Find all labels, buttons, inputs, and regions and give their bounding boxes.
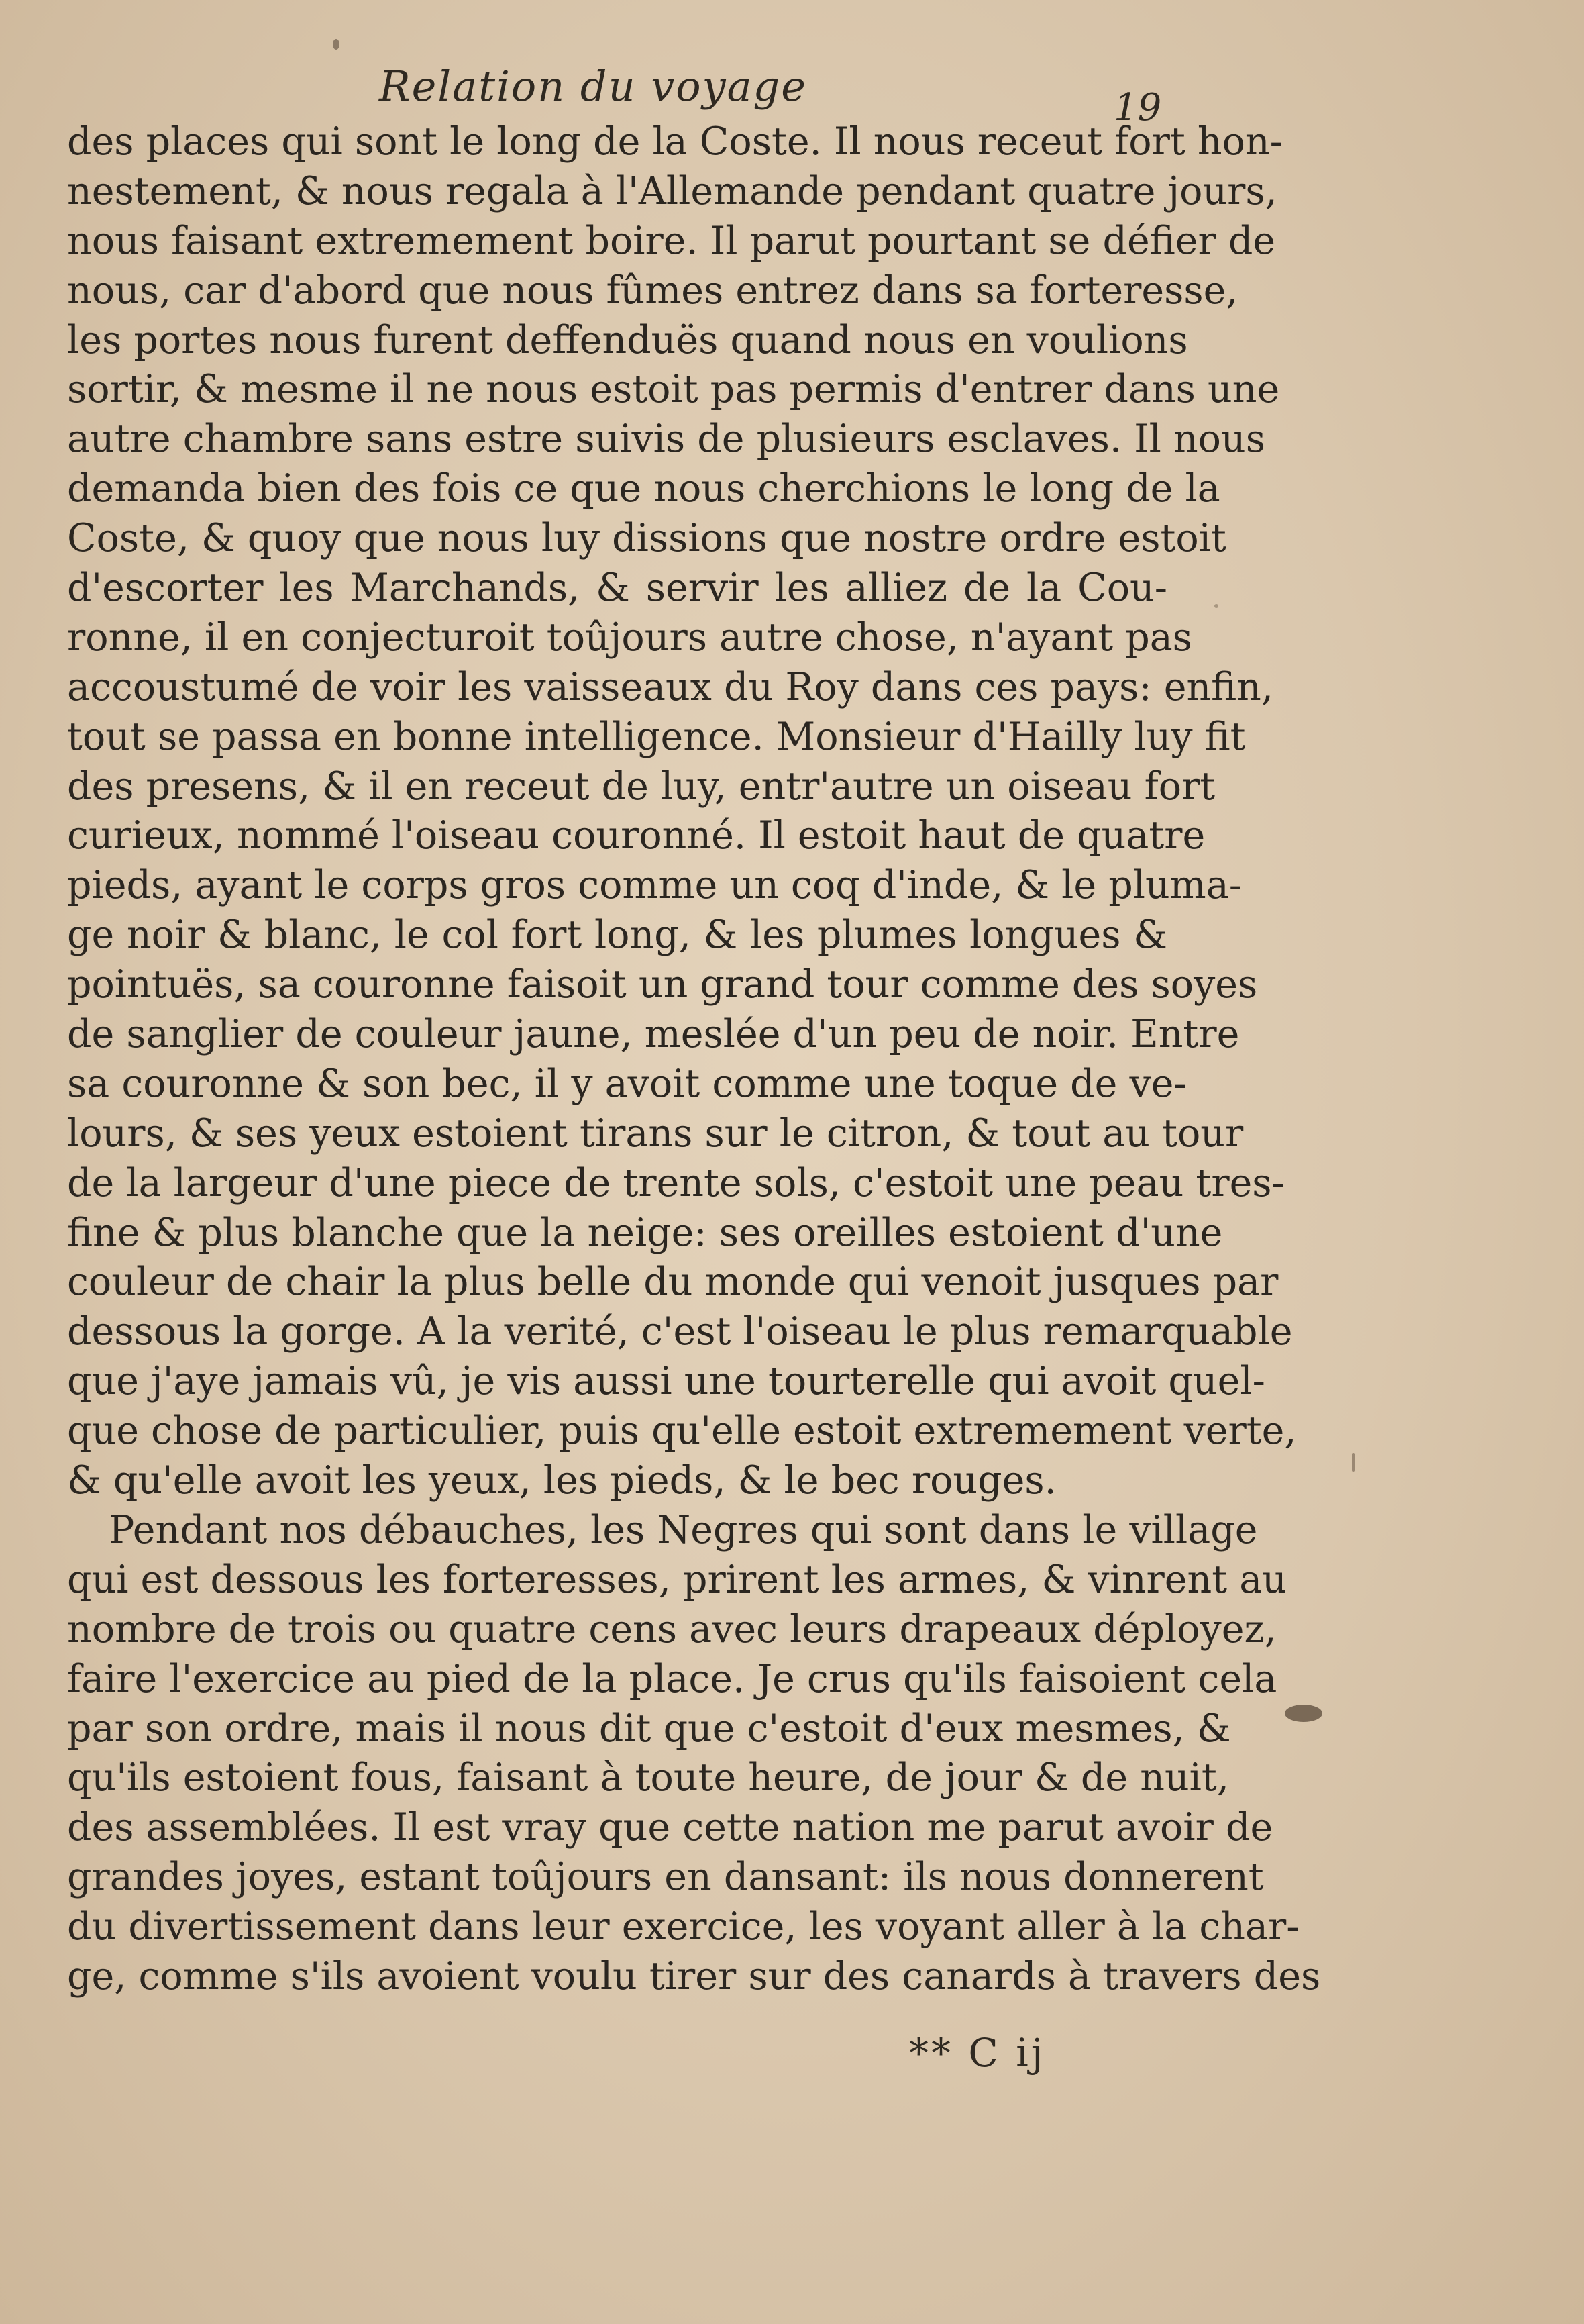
text-line: sa couronne & son bec, il y avoit comme une toque de ve-	[67, 1061, 1187, 1106]
text-line: que j'aye jamais vû, je vis aussi une tourterelle qui avoit quel-	[67, 1359, 1265, 1404]
text-line: nous, car d'abord que nous fûmes entrez dans sa forteresse,	[67, 268, 1238, 313]
text-line: des assemblées. Il est vray que cette nation me parut avoir de	[67, 1805, 1273, 1850]
text-line: ge, comme s'ils avoient voulu tirer sur des canards à travers des	[67, 1954, 1321, 1999]
text-line: de la largeur d'une piece de trente sols, c'estoit une peau tres-	[67, 1160, 1285, 1205]
text-line: d'escorter les Marchands, & servir les alliez de la Cou-	[67, 566, 1167, 611]
text-line: demanda bien des fois ce que nous cherchions le long de la	[67, 466, 1220, 511]
text-line: nestement, & nous regala à l'Allemande pendant quatre jours,	[67, 168, 1277, 213]
text-line: lours, & ses yeux estoient tirans sur le citron, & tout au tour	[67, 1111, 1244, 1156]
ink-blot	[1285, 1705, 1322, 1722]
signature-mark: ** C ij	[909, 2030, 1046, 2076]
text-line: que chose de particulier, puis qu'elle estoit extremement verte,	[67, 1409, 1297, 1454]
text-line: Coste, & quoy que nous luy dissions que nostre ordre estoit	[67, 516, 1226, 561]
ink-speck	[1214, 604, 1218, 608]
text-line: pointuës, sa couronne faisoit un grand tour comme des soyes	[67, 962, 1258, 1007]
text-line: curieux, nommé l'oiseau couronné. Il estoit haut de quatre	[67, 813, 1206, 858]
text-line: les portes nous furent deffenduës quand nous en voulions	[67, 317, 1188, 362]
page-number: 19	[1114, 86, 1162, 130]
text-line: & qu'elle avoit les yeux, les pieds, & le bec rouges.	[67, 1458, 1057, 1503]
text-line: qui est dessous les forteresses, prirent les armes, & vinrent au	[67, 1557, 1287, 1602]
body-text	[67, 117, 1321, 2002]
text-line: du divertissement dans leur exercice, les voyant aller à la char-	[67, 1905, 1300, 1950]
ink-speck	[1352, 1453, 1355, 1472]
text-line: faire l'exercice au pied de la place. Je crus qu'ils faisoient cela	[67, 1656, 1277, 1701]
ink-speck	[333, 39, 339, 50]
text-line: de sanglier de couleur jaune, meslée d'un peu de noir. Entre	[67, 1012, 1240, 1057]
text-line: autre chambre sans estre suivis de plusieurs esclaves. Il nous	[67, 417, 1265, 462]
text-line: nombre de trois ou quatre cens avec leurs drapeaux déployez,	[67, 1607, 1277, 1652]
running-title: Relation du voyage	[379, 62, 807, 111]
text-line: sortir, & mesme il ne nous estoit pas permis d'entrer dans une	[67, 367, 1280, 412]
text-line: fine & plus blanche que la neige: ses oreilles estoient d'une	[67, 1210, 1223, 1255]
text-line: grandes joyes, estant toûjours en dansant: ils nous donnerent	[67, 1855, 1264, 1900]
text-line: des places qui sont le long de la Coste. Il nous receut fort hon-	[67, 119, 1283, 164]
text-line: ronne, il en conjecturoit toûjours autre chose, n'ayant pas	[67, 615, 1192, 660]
text-line: accoustumé de voir les vaisseaux du Roy dans ces pays: enfin,	[67, 664, 1274, 709]
text-line: tout se passa en bonne intelligence. Monsieur d'Hailly luy fit	[67, 714, 1246, 759]
text-line: des presens, & il en receut de luy, entr'autre un oiseau fort	[67, 764, 1216, 809]
text-line: par son ordre, mais il nous dit que c'estoit d'eux mesmes, &	[67, 1706, 1231, 1751]
text-line: Pendant nos débauches, les Negres qui sont dans le village	[109, 1507, 1258, 1552]
text-line: dessous la gorge. A la verité, c'est l'oiseau le plus remarquable	[67, 1309, 1293, 1354]
text-line: nous faisant extremement boire. Il parut pourtant se défier de	[67, 218, 1276, 263]
text-line: ge noir & blanc, le col fort long, & les plumes longues &	[67, 913, 1167, 958]
text-line: couleur de chair la plus belle du monde qui venoit jusques par	[67, 1260, 1279, 1305]
text-line: qu'ils estoient fous, faisant à toute heure, de jour & de nuit,	[67, 1756, 1229, 1801]
text-line: pieds, ayant le corps gros comme un coq d'inde, & le pluma-	[67, 863, 1242, 908]
